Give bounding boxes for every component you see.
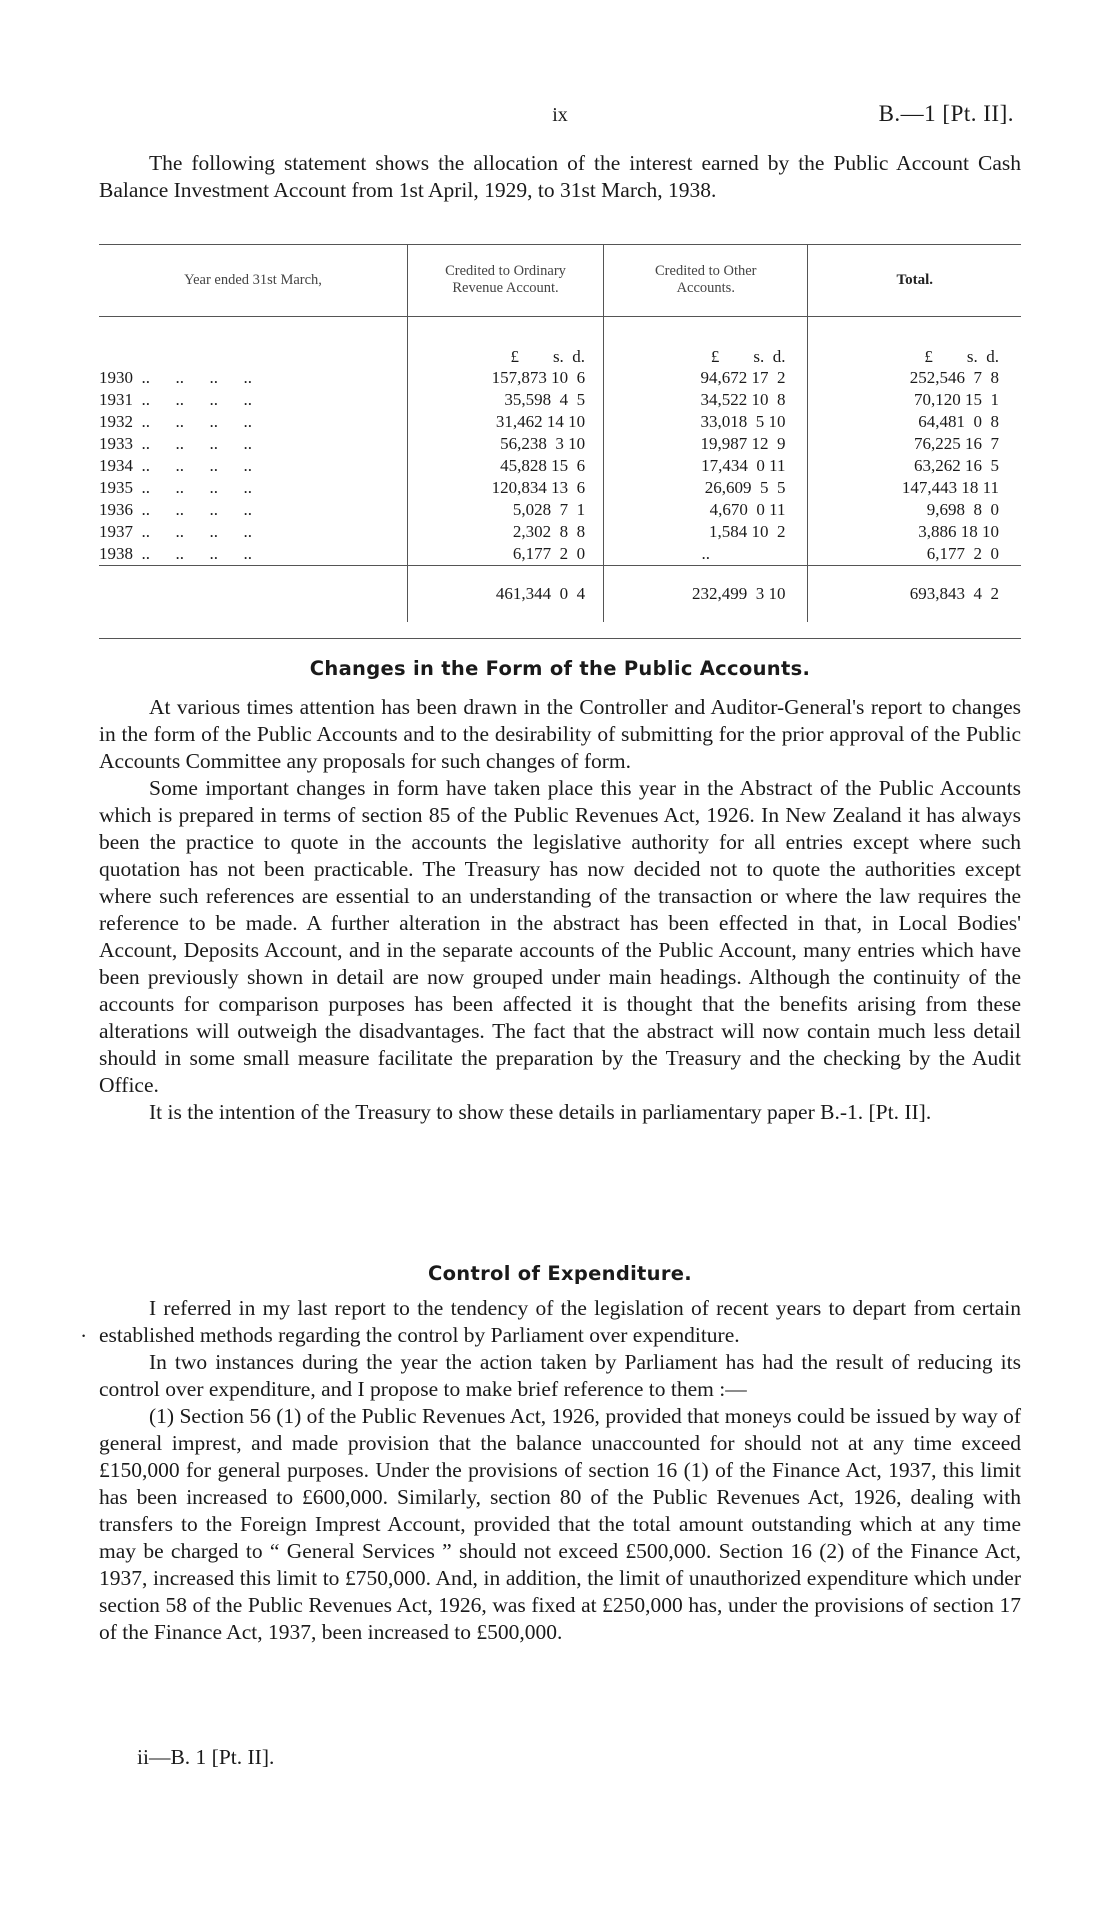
row-year — [99, 543, 408, 566]
row-other: .. — [604, 543, 808, 566]
row-year-value: 1935 — [99, 478, 133, 497]
row-year-value: 1930 — [99, 368, 133, 387]
row-other: 17,434 0 11 — [604, 455, 808, 477]
row-total: 147,443 18 11 — [808, 477, 1021, 499]
header-ordinary-line1: Credited to Ordinary — [445, 263, 566, 279]
table-row — [99, 477, 1021, 499]
table-row — [99, 389, 1021, 411]
row-ordinary: 45,828 15 6 — [408, 455, 604, 477]
paper-reference: B.—1 [Pt. II]. — [878, 101, 1014, 126]
row-leaders: .. .. .. .. — [133, 390, 252, 409]
intro-paragraph — [99, 150, 1021, 204]
row-year-value: 1933 — [99, 434, 133, 453]
paragraph: In two instances during the year the action taken by Parliament has had the result of reducing its control over expenditure, and I propose to make brief reference to them :— — [99, 1350, 1021, 1401]
row-year-value: 1936 — [99, 500, 133, 519]
section-changes-body — [99, 694, 1021, 1126]
row-ordinary: 31,462 14 10 — [408, 411, 604, 433]
header-ordinary-line2: Revenue Account. — [452, 280, 559, 296]
header-other — [604, 244, 808, 317]
table-row — [99, 455, 1021, 477]
row-total: 70,120 15 1 — [808, 389, 1021, 411]
row-total: 3,886 18 10 — [808, 521, 1021, 543]
units-total: £ s. d. — [808, 317, 1021, 368]
row-year — [99, 367, 408, 389]
row-ordinary: 35,598 4 5 — [408, 389, 604, 411]
row-other: 33,018 5 10 — [604, 411, 808, 433]
row-other: 94,672 17 2 — [604, 367, 808, 389]
row-leaders: .. .. .. .. — [133, 500, 252, 519]
table-row — [99, 521, 1021, 543]
row-leaders: .. .. .. .. — [133, 434, 252, 453]
row-year — [99, 521, 408, 543]
section-control-body — [99, 1295, 1021, 1646]
header-other-line1: Credited to Other — [655, 263, 757, 279]
row-year — [99, 477, 408, 499]
row-year-value: 1937 — [99, 522, 133, 541]
units-other: £ s. d. — [604, 317, 808, 368]
paragraph: I referred in my last report to the tendency of the legislation of recent years to depart from certain established methods regarding the control by Parliament over expenditure. — [99, 1296, 1021, 1347]
row-total: 64,481 0 8 — [808, 411, 1021, 433]
table-row — [99, 543, 1021, 566]
row-year — [99, 411, 408, 433]
row-other: 26,609 5 5 — [604, 477, 808, 499]
row-year-value: 1932 — [99, 412, 133, 431]
row-leaders: .. .. .. .. — [133, 456, 252, 475]
row-total: 63,262 16 5 — [808, 455, 1021, 477]
row-total: 6,177 2 0 — [808, 543, 1021, 566]
row-leaders: .. .. .. .. — [133, 544, 252, 563]
row-ordinary: 120,834 13 6 — [408, 477, 604, 499]
paragraph: It is the intention of the Treasury to show these details in parliamentary paper B.-1. [Pt. II]. — [149, 1100, 932, 1124]
row-ordinary: 6,177 2 0 — [408, 543, 604, 566]
table-row — [99, 367, 1021, 389]
header-year: Year ended 31st March, — [184, 271, 322, 288]
section-heading-changes: Changes in the Form of the Public Accounts. — [309, 657, 811, 680]
intro-text: The following statement shows the allocation of the interest earned by the Public Account Cash Balance Investment Account from 1st April, 1929, to 31st March, 1938. — [99, 151, 1021, 202]
row-other: 4,670 0 11 — [604, 499, 808, 521]
section-heading-control: Control of Expenditure. — [427, 1262, 693, 1285]
total-grand: 693,843 4 2 — [808, 566, 1021, 623]
row-leaders: .. .. .. .. — [133, 412, 252, 431]
total-other: 232,499 3 10 — [604, 566, 808, 623]
page-number: ix — [552, 104, 568, 126]
row-year — [99, 389, 408, 411]
table-row — [99, 411, 1021, 433]
row-other: 1,584 10 2 — [604, 521, 808, 543]
paragraph: At various times attention has been drawn in the Controller and Auditor-General's report to changes in the form of the Public Accounts and to the desirability of submitting for the prior approval of the Public Accounts Committee any proposals for such changes of form. — [99, 695, 1021, 773]
header-ordinary — [408, 244, 604, 317]
row-leaders: .. .. .. .. — [133, 478, 252, 497]
row-year — [99, 433, 408, 455]
total-ordinary: 461,344 0 4 — [408, 566, 604, 623]
row-year-value: 1931 — [99, 390, 133, 409]
row-leaders: .. .. .. .. — [133, 522, 252, 541]
row-ordinary: 157,873 10 6 — [408, 367, 604, 389]
table-row — [99, 433, 1021, 455]
row-year-value: 1934 — [99, 456, 133, 475]
row-other: 34,522 10 8 — [604, 389, 808, 411]
row-other: 19,987 12 9 — [604, 433, 808, 455]
row-year-value: 1938 — [99, 544, 133, 563]
units-ordinary: £ s. d. — [408, 317, 604, 368]
row-leaders: .. .. .. .. — [133, 368, 252, 387]
row-ordinary: 2,302 8 8 — [408, 521, 604, 543]
row-ordinary: 56,238 3 10 — [408, 433, 604, 455]
row-year — [99, 455, 408, 477]
header-total: Total. — [808, 244, 1021, 317]
row-total: 76,225 16 7 — [808, 433, 1021, 455]
table-row — [99, 499, 1021, 521]
row-total: 252,546 7 8 — [808, 367, 1021, 389]
header-other-line2: Accounts. — [676, 280, 735, 296]
margin-mark: . — [81, 1318, 87, 1342]
footer-signature: ii—B. 1 [Pt. II]. — [137, 1745, 275, 1769]
row-year — [99, 499, 408, 521]
table-body — [99, 367, 1021, 566]
row-ordinary: 5,028 7 1 — [408, 499, 604, 521]
paragraph: (1) Section 56 (1) of the Public Revenues Act, 1926, provided that moneys could be issued by way of general imprest, and made provision that the balance unaccounted for should not at any time exceed £150,000 for general purposes. Under the provisions of section 16 (1) of the Finance Act, 1937, this limit has been increased to £600,000. Similarly, section 80 of the Public Revenues Act, 1926, dealing with transfers to the Foreign Imprest Account, provided that the total amount outstanding which at any time may be charged to “ General Services ” should not exceed £500,000. Section 16 (2) of the Finance Act, 1937, increased this limit to £750,000. And, in addition, the limit of unauthorized expenditure which under section 58 of the Public Revenues Act, 1926, was fixed at £250,000 has, under the provisions of section 17 of the Finance Act, 1937, been increased to £500,000. — [99, 1404, 1021, 1644]
paragraph: Some important changes in form have taken place this year in the Abstract of the Public Accounts which is prepared in terms of section 85 of the Public Revenues Act, 1926. In New Zealand it has always been the practice to quote in the accounts the legislative authority for all entries except where such quotation has not been practicable. The Treasury has now decided not to quote the authorities except where such references are essential to an understanding of the transaction or where the law requires the reference to be made. A further alteration in the abstract has been effected in that, in Local Bodies' Account, Deposits Account, and in the separate accounts of the Public Account, many entries which have been previously shown in detail are now grouped under main headings. Although the continuity of the accounts for comparison purposes has been affected it is thought that the benefits arising from these alterations will outweigh the disadvantages. The fact that the abstract will now contain much less detail should in some small measure facilitate the preparation by the Treasury and the checking by the Audit Office. — [99, 776, 1021, 1097]
row-total: 9,698 8 0 — [808, 499, 1021, 521]
